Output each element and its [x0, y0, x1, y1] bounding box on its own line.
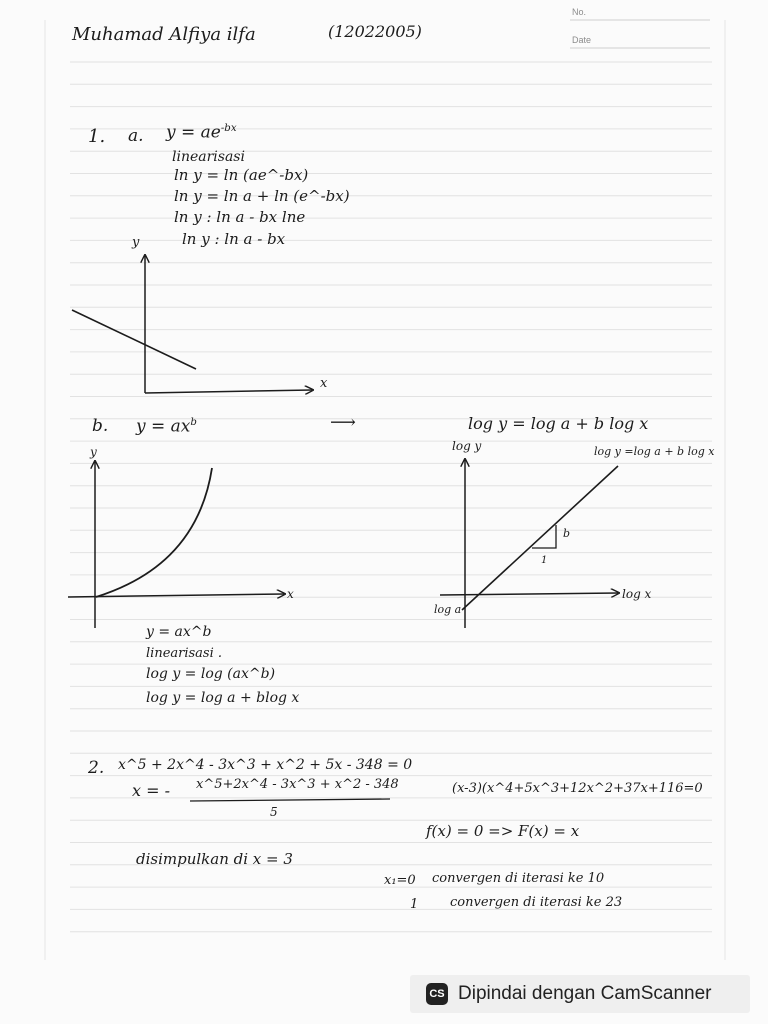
- graph-b-right-line-label: log y =log a + b log x: [594, 445, 715, 458]
- student-id: (12022005): [328, 22, 422, 41]
- conclusion: disimpulkan di x = 3: [136, 850, 293, 868]
- graph-a-line: [72, 310, 196, 369]
- step-a-4: ln y : ln a - bx: [182, 230, 286, 248]
- camscanner-icon: CS: [426, 983, 448, 1005]
- step-a-3: ln y : ln a - bx lne: [174, 208, 306, 226]
- graph-a-y-label: y: [132, 235, 140, 250]
- part-b-equation: $y = ax^b$: [136, 416, 197, 437]
- slope-run-label: 1: [541, 555, 548, 566]
- graph-b-right-y-label: log y: [452, 439, 482, 453]
- slope-triangle: [532, 525, 556, 548]
- graph-b-right-x-label: log x: [622, 587, 652, 601]
- no-label: No.: [572, 7, 587, 17]
- date-label: Date: [572, 35, 592, 45]
- problem-1-number: 1.: [88, 126, 106, 147]
- part-b-log-form: log y = log a + b log x: [468, 414, 649, 433]
- graph-b-right-x-axis: [440, 593, 618, 595]
- graph-a-x-axis: [145, 390, 312, 393]
- iteration-label: x = -: [132, 781, 171, 800]
- student-name: Muhamad Alfiya ilfa: [72, 24, 256, 45]
- step-b-3: log y = log (ax^b): [146, 666, 276, 682]
- convergence-start-2: 1: [410, 897, 419, 912]
- part-a-equation: $y = ae^{-bx}$: [166, 122, 237, 143]
- camscanner-badge: [410, 975, 750, 1013]
- graph-b-right-line: [462, 466, 618, 610]
- graph-a: [72, 256, 312, 393]
- step-a-1: ln y = ln (ae^-bx): [174, 166, 309, 184]
- factored-form: (x-3)(x^4+5x^3+12x^2+37x+116=0: [452, 781, 703, 796]
- problem-2-equation: x^5 + 2x^4 - 3x^3 + x^2 + 5x - 348 = 0: [118, 757, 413, 773]
- linearization-label-a: linearisasi: [172, 149, 245, 165]
- problem-2-number: 2.: [88, 758, 105, 778]
- convergence-start-1: x₁=0: [384, 873, 416, 888]
- convergence-text-1: convergen di iterasi ke 10: [432, 871, 605, 886]
- fraction-bar: [190, 799, 390, 801]
- part-b-arrow: ⟶: [330, 412, 356, 433]
- intercept-label: log a: [434, 603, 462, 616]
- convergence-text-2: convergen di iterasi ke 23: [450, 895, 623, 910]
- fixed-point-form: f(x) = 0 => F(x) = x: [426, 822, 580, 840]
- graph-b-left-y-label: y: [90, 445, 97, 459]
- slope-rise-label: b: [563, 527, 571, 540]
- graph-b-right: [440, 460, 618, 628]
- graph-a-x-label: x: [320, 376, 328, 391]
- camscanner-text: Dipindai dengan CamScanner: [458, 983, 712, 1004]
- part-b-label: b.: [92, 416, 109, 436]
- iteration-denominator: 5: [270, 805, 278, 819]
- graph-b-left-x-label: x: [287, 587, 294, 601]
- iteration-numerator: x^5+2x^4 - 3x^3 + x^2 - 348: [196, 777, 399, 792]
- step-b-1: y = ax^b: [146, 624, 212, 640]
- step-b-2: linearisasi .: [146, 646, 223, 661]
- step-a-2: ln y = ln a + ln (e^-bx): [174, 187, 350, 205]
- graph-b-left: [68, 462, 284, 628]
- graph-b-left-curve: [96, 468, 212, 597]
- step-b-4: log y = log a + blog x: [146, 690, 300, 706]
- part-a-label: a.: [128, 126, 144, 146]
